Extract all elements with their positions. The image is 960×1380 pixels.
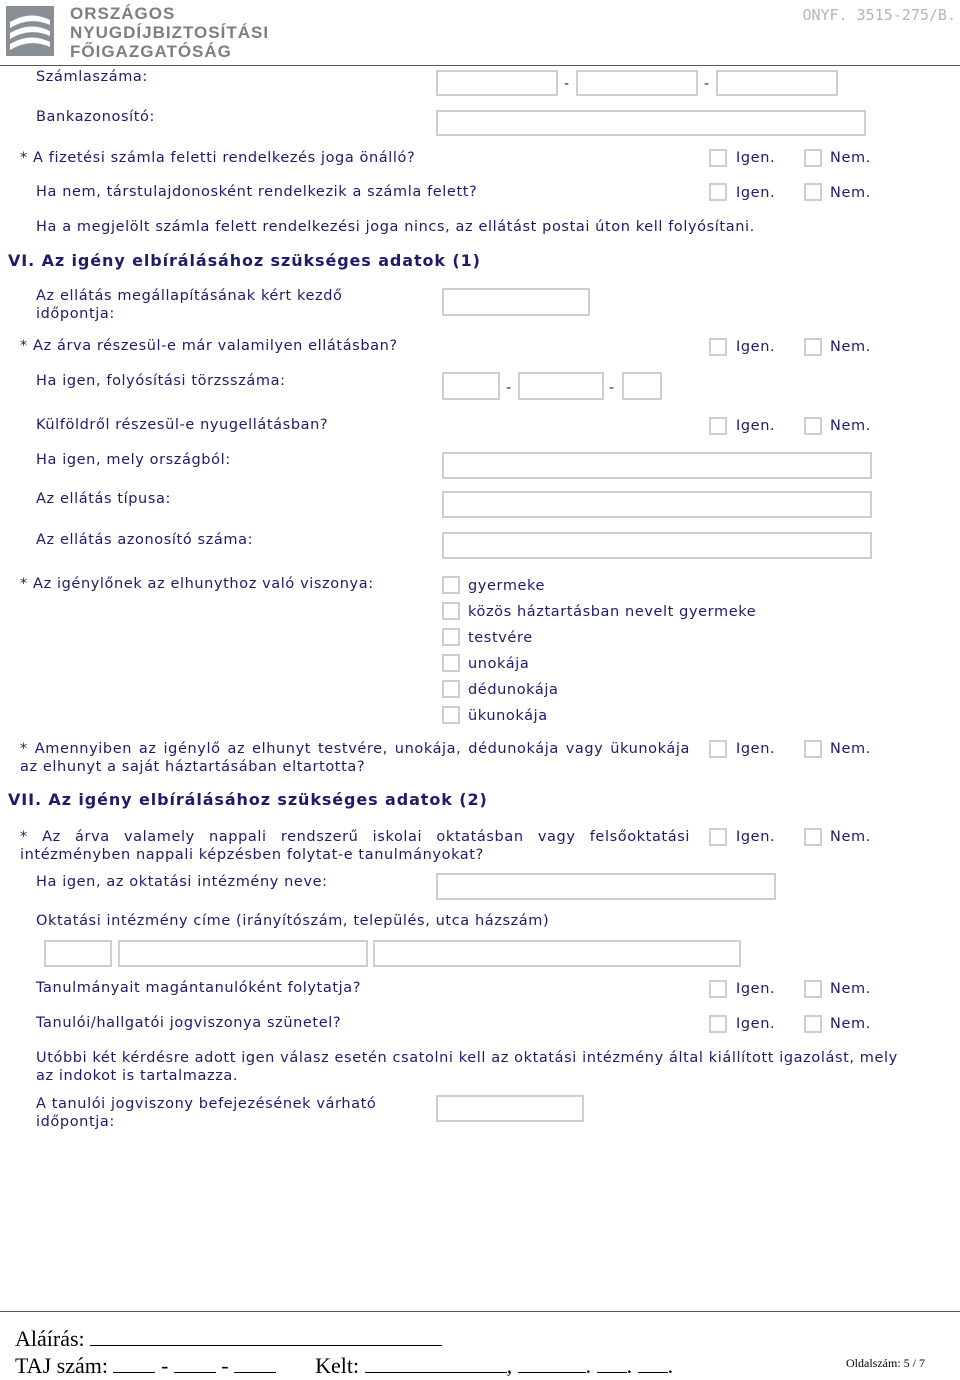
expected-end-label: A tanulói jogviszony befejezésének várható időpontja: [36,1096,377,1130]
foreign-pension-yes-checkbox[interactable] [709,417,727,435]
relation-option: testvére [468,630,533,646]
expected-end-field[interactable] [436,1095,584,1122]
co-owner-no-checkbox[interactable] [804,183,822,201]
relation-grandchild-checkbox[interactable] [442,654,460,672]
benefit-id-field[interactable] [442,532,872,559]
no-label: Nem. [830,981,871,997]
benefit-type-label: Az ellátás típusa: [36,491,171,507]
org-line-1: ORSZÁGOS [70,4,176,23]
reg-number-field-2[interactable] [518,372,604,400]
yes-label: Igen. [736,829,776,845]
signature-label: Aláírás: [15,1326,85,1351]
date-year-field[interactable] [518,1354,586,1373]
account-field-2[interactable] [576,70,698,96]
no-label: Nem. [830,741,871,757]
student-status-yes-checkbox[interactable] [709,1015,727,1033]
orphan-benefit-no-checkbox[interactable] [804,338,822,356]
footer-divider [0,1311,960,1312]
no-label: Nem. [830,1016,871,1032]
yes-label: Igen. [736,339,776,355]
logo [6,6,54,56]
private-student-yes-checkbox[interactable] [709,980,727,998]
taj-field-1[interactable] [113,1354,155,1373]
supported-no-checkbox[interactable] [804,740,822,758]
attachment-note: Utóbbi két kérdésre adott igen válasz esetén csatolni kell az oktatási intézmény által kiállított igazolást, mely az indokot is tartalmazza. [36,1050,898,1084]
start-date-field[interactable] [442,288,590,316]
relation-sibling-checkbox[interactable] [442,628,460,646]
form-code: ONYF. 3515-275/B. [802,6,956,24]
postal-note: Ha a megjelölt számla felett rendelkezési joga nincs, az ellátást postai úton kell folyósítani. [36,219,755,235]
no-label: Nem. [830,829,871,845]
logo-icon [6,6,54,56]
co-owner-question: Ha nem, társtulajdonosként rendelkezik a számla felett? [36,184,478,200]
start-date-label: Az ellátás megállapításának kért kezdő időpontja: [36,288,343,322]
own-right-question: * A fizetési számla feletti rendelkezés joga önálló? [20,150,416,166]
school-address-label: Oktatási intézmény címe (irányítószám, település, utca házszám) [36,913,550,929]
date-label: Kelt: [315,1353,360,1378]
relation-option: ükunokája [468,708,548,724]
foreign-pension-question: Külföldről részesül-e nyugellátásban? [36,417,329,433]
section-7-title: VII. Az igény elbírálásához szükséges adatok (2) [8,790,488,809]
yes-label: Igen. [736,150,776,166]
yes-label: Igen. [736,741,776,757]
country-label: Ha igen, mely országból: [36,452,231,468]
signature-line[interactable] [90,1327,442,1346]
school-street-field[interactable] [373,940,741,967]
signature-row [15,1326,442,1352]
taj-label: TAJ szám: [15,1353,108,1378]
taj-field-2[interactable] [174,1354,216,1373]
comma: , [506,1353,513,1378]
co-owner-yes-checkbox[interactable] [709,183,727,201]
date-day-field[interactable] [638,1354,668,1373]
private-student-question: Tanulmányait magántanulóként folytatja? [36,980,362,996]
benefit-type-field[interactable] [442,491,872,518]
supported-yes-checkbox[interactable] [709,740,727,758]
benefit-id-label: Az ellátás azonosító száma: [36,532,254,548]
bank-id-label: Bankazonosító: [36,109,156,125]
relation-option: közös háztartásban nevelt gyermeke [468,604,757,620]
relation-option: dédunokája [468,682,559,698]
yes-label: Igen. [736,981,776,997]
no-label: Nem. [830,339,871,355]
orphan-benefit-yes-checkbox[interactable] [709,338,727,356]
page-number: Oldalszám: 5 / 7 [846,1356,925,1370]
dash: - [506,380,512,396]
header-divider [0,65,960,66]
yes-label: Igen. [736,418,776,434]
org-name [70,4,269,61]
reg-number-field-1[interactable] [442,372,500,400]
school-name-label: Ha igen, az oktatási intézmény neve: [36,874,328,890]
taj-sep: - [221,1353,229,1378]
dot: . [667,1353,674,1378]
taj-field-3[interactable] [234,1354,276,1373]
taj-sep: - [160,1353,169,1378]
own-right-yes-checkbox[interactable] [709,149,727,167]
relation-household-child-checkbox[interactable] [442,602,460,620]
yes-label: Igen. [736,1016,776,1032]
yes-label: Igen. [736,185,776,201]
org-line-2: NYUGDÍJBIZTOSÍTÁSI [70,23,270,42]
dash: - [564,76,570,92]
date-month-field[interactable] [597,1354,627,1373]
reg-number-field-3[interactable] [622,372,662,400]
dash: - [609,380,615,396]
student-status-no-checkbox[interactable] [804,1015,822,1033]
relation-great-great-grandchild-checkbox[interactable] [442,706,460,724]
no-label: Nem. [830,185,871,201]
bank-id-field[interactable] [436,110,866,136]
school-zip-field[interactable] [44,940,112,967]
taj-row [15,1353,673,1379]
relation-option: gyermeke [468,578,546,594]
private-student-no-checkbox[interactable] [804,980,822,998]
account-label: Számlaszáma: [36,69,148,85]
foreign-pension-no-checkbox[interactable] [804,417,822,435]
no-label: Nem. [830,418,871,434]
relation-great-grandchild-checkbox[interactable] [442,680,460,698]
account-field-3[interactable] [716,70,838,96]
reg-number-label: Ha igen, folyósítási törzsszáma: [36,373,286,389]
dash: - [704,76,710,92]
school-yes-checkbox[interactable] [709,828,727,846]
school-name-field[interactable] [436,873,776,900]
dot: . [626,1353,633,1378]
school-no-checkbox[interactable] [804,828,822,846]
org-line-3: FŐIGAZGATÓSÁG [70,42,232,61]
dot: . [585,1353,592,1378]
school-city-field[interactable] [118,940,368,967]
account-field-1[interactable] [436,70,558,96]
relation-child-checkbox[interactable] [442,576,460,594]
orphan-benefit-question: * Az árva részesül-e már valamilyen ellátásban? [20,338,398,354]
section-6-title: VI. Az igény elbírálásához szükséges adatok (1) [8,251,481,270]
relation-label: * Az igénylőnek az elhunythoz való viszonya: [20,576,374,592]
own-right-no-checkbox[interactable] [804,149,822,167]
date-place-field[interactable] [365,1354,507,1373]
supported-question: * Amennyiben az igénylő az elhunyt testvére, unokája, dédunokája vagy ükunokája az elhunyt a saját háztartásában eltartotta? [20,741,690,775]
no-label: Nem. [830,150,871,166]
student-status-question: Tanulói/hallgatói jogviszonya szünetel? [36,1015,342,1031]
school-question: * Az árva valamely nappali rendszerű iskolai oktatásban vagy felsőoktatási intézményben nappali képzésben folytat-e tanulmányokat? [20,829,690,863]
country-field[interactable] [442,452,872,479]
relation-option: unokája [468,656,530,672]
